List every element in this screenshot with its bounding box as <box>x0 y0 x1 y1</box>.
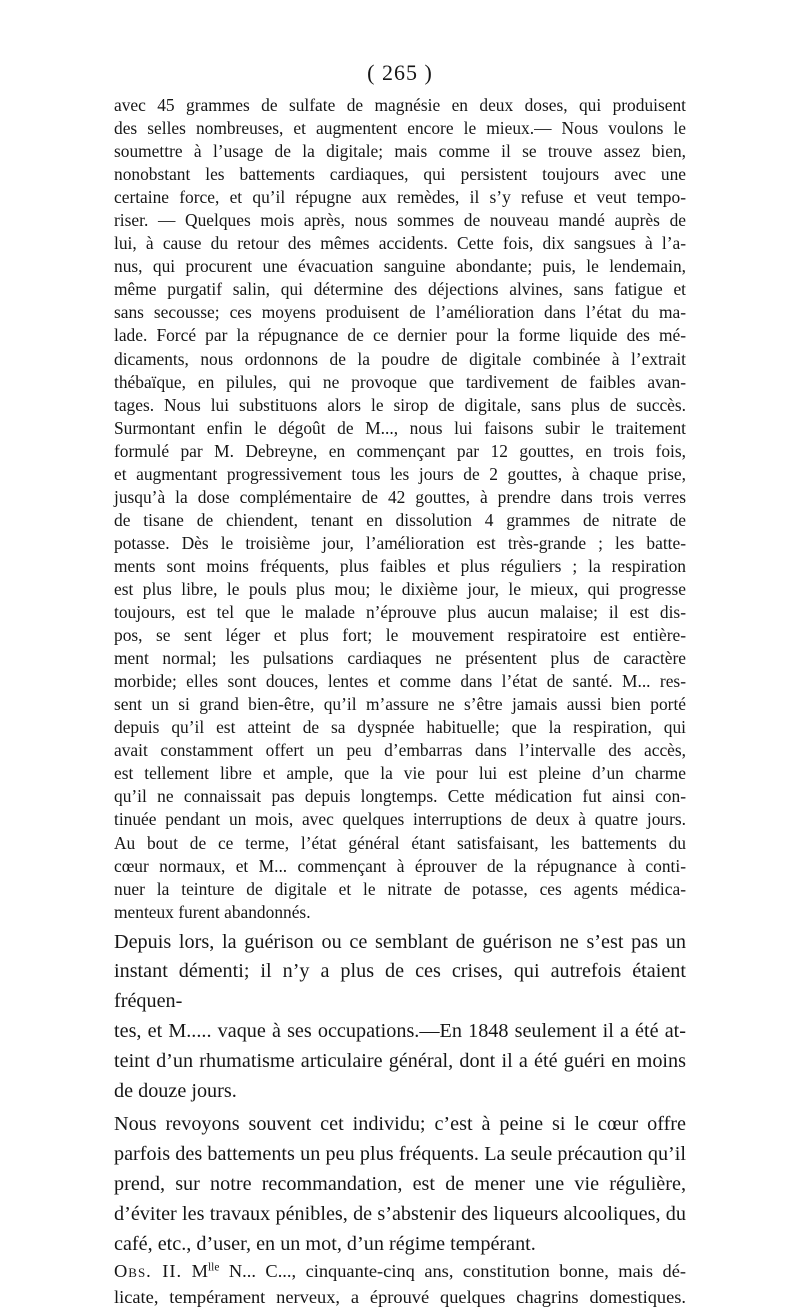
text-line: sent un si grand bien-être, qu’il m’assure ne s’être jamais aussi bien porté <box>114 694 686 715</box>
observation-label: Obs. II. <box>114 1261 183 1282</box>
text-line: morbide; elles sont douces, lentes et comme dans l’état de santé. M... res- <box>114 671 686 692</box>
text-line: avait constamment offert un peu d’embarras dans l’intervalle des accès, <box>114 740 686 761</box>
text-line: même purgatif salin, qui détermine des déjections alvines, sans fatigue et <box>114 279 686 300</box>
text-line: sans secousse; ces moyens produisent de l’amélioration dans l’état du ma- <box>114 302 686 323</box>
text-line: tages. Nous lui substituons alors le sirop de digitale, sans plus de succès. <box>114 394 686 415</box>
text-line: ments sont moins fréquents, plus faibles et plus réguliers ; la respiration <box>114 555 686 576</box>
text-line: potasse. Dès le troisième jour, l’amélioration est très-grande ; les batte- <box>114 532 686 553</box>
page-number: ( 265 ) <box>367 60 433 85</box>
text-line: lade. Forcé par la répugnance de ce dernier pour la forme liquide des mé- <box>114 325 686 346</box>
text-line: menteux furent abandonnés. <box>114 901 311 922</box>
text-line: riser. — Quelques mois après, nous sommes de nouveau mandé auprès de <box>114 210 686 231</box>
text-line: prend, sur notre recommandation, est de mener une vie régulière, <box>114 1173 686 1196</box>
text-line: de douze jours. <box>114 1079 237 1102</box>
text-line: tes, et M..... vaque à ses occupations.—En 1848 seulement il a été at- <box>114 1020 686 1043</box>
observation-title: M <box>191 1261 208 1282</box>
text-line: teint d’un rhumatisme articulaire général, dont il a été guéri en moins <box>114 1049 686 1072</box>
text-line: Surmontant enfin le dégoût de M..., nous lui faisons subir le traitement <box>114 417 686 438</box>
text-line: instant démenti; il n’y a plus de ces crises, qui autrefois étaient fréquen- <box>114 960 686 1013</box>
text-line: et augmentant progressivement tous les jours de 2 gouttes, à chaque prise, <box>114 463 686 484</box>
text-line: nuer la teinture de digitale et le nitrate de potasse, ces agents médica- <box>114 878 686 899</box>
text-line: Nous revoyons souvent cet individu; c’est à peine si le cœur offre <box>114 1113 686 1136</box>
text-line: d’éviter les travaux pénibles, de s’abstenir des liqueurs alcooliques, du <box>114 1202 686 1225</box>
text-line: de tisane de chiendent, tenant en dissolution 4 grammes de nitrate de <box>114 509 686 530</box>
observation-title-sup: lle <box>207 1262 220 1275</box>
text-line: cœur normaux, et M... commençant à éprouver de la répugnance à conti- <box>114 855 686 876</box>
text-line: Au bout de ce terme, l’état général étant satisfaisant, les battements du <box>114 832 686 853</box>
text-line: dicaments, nous ordonnons de la poudre de digitale combinée à l’extrait <box>114 348 686 369</box>
text-line: nonobstant les battements cardiaques, qui persistent toujours avec une <box>114 164 686 185</box>
text-line: est tellement libre et ample, que la vie pour lui est pleine d’un charme <box>114 763 686 784</box>
observation-line-rest: N... C..., cinquante-cinq ans, constitution bonne, mais dé- <box>219 1261 686 1282</box>
text-line: jusqu’à la dose complémentaire de 42 gouttes, à prendre dans trois verres <box>114 486 686 507</box>
text-line: formulé par M. Debreyne, en commençant par 12 gouttes, en trois fois, <box>114 440 686 461</box>
paragraph-follow-up <box>114 1110 686 1259</box>
observation-line <box>114 1259 686 1284</box>
text-line: tinuée pendant un mois, avec quelques interruptions de deux à quatre jours. <box>114 809 686 830</box>
text-line: certaine force, et qu’il répugne aux remèdes, il s’y refuse et veut tempo- <box>114 187 686 208</box>
observation-two <box>114 1259 686 1310</box>
paragraph-case-treatment <box>114 94 686 924</box>
text-line: ment normal; les pulsations cardiaques ne présentent plus de caractère <box>114 648 686 669</box>
text-line: lui, à cause du retour des mêmes accidents. Cette fois, dix sangsues à l’a- <box>114 233 686 254</box>
text-line: nus, qui procurent une évacuation sanguine abondante; puis, le lendemain, <box>114 256 686 277</box>
text-line: depuis qu’il est atteint de sa dyspnée habituelle; que la respiration, qui <box>114 717 686 738</box>
text-line: Depuis lors, la guérison ou ce semblant de guérison ne s’est pas un <box>114 930 686 953</box>
text-line: des selles nombreuses, et augmentent encore le mieux.— Nous voulons le <box>114 118 686 139</box>
text-line: est plus libre, le pouls plus mou; le dixième jour, le mieux, qui progresse <box>114 578 686 599</box>
text-line: qu’il ne connaissait pas depuis longtemps. Cette médication fut ainsi con- <box>114 786 686 807</box>
text-line: café, etc., d’user, en un mot, d’un régime tempérant. <box>114 1232 536 1255</box>
observation-line: licate, tempérament nerveux, a éprouvé quelques chagrins domestiques. <box>114 1286 686 1307</box>
text-line: pos, se sent léger et plus fort; le mouvement respiratoire est entière- <box>114 625 686 646</box>
text-line: thébaïque, en pilules, qui ne provoque que tardivement de faibles avan- <box>114 371 686 392</box>
paragraph-cure-since <box>114 928 686 1107</box>
text-line: soumettre à l’usage de la digitale; mais comme il se trouve assez bien, <box>114 141 686 162</box>
text-line: avec 45 grammes de sulfate de magnésie en deux doses, qui produisent <box>114 95 686 115</box>
text-line: toujours, est tel que le malade n’éprouve plus aucun malaise; il est dis- <box>114 602 686 623</box>
text-line: parfois des battements un peu plus fréquents. La seule précaution qu’il <box>114 1143 686 1166</box>
body-text <box>114 94 686 1310</box>
